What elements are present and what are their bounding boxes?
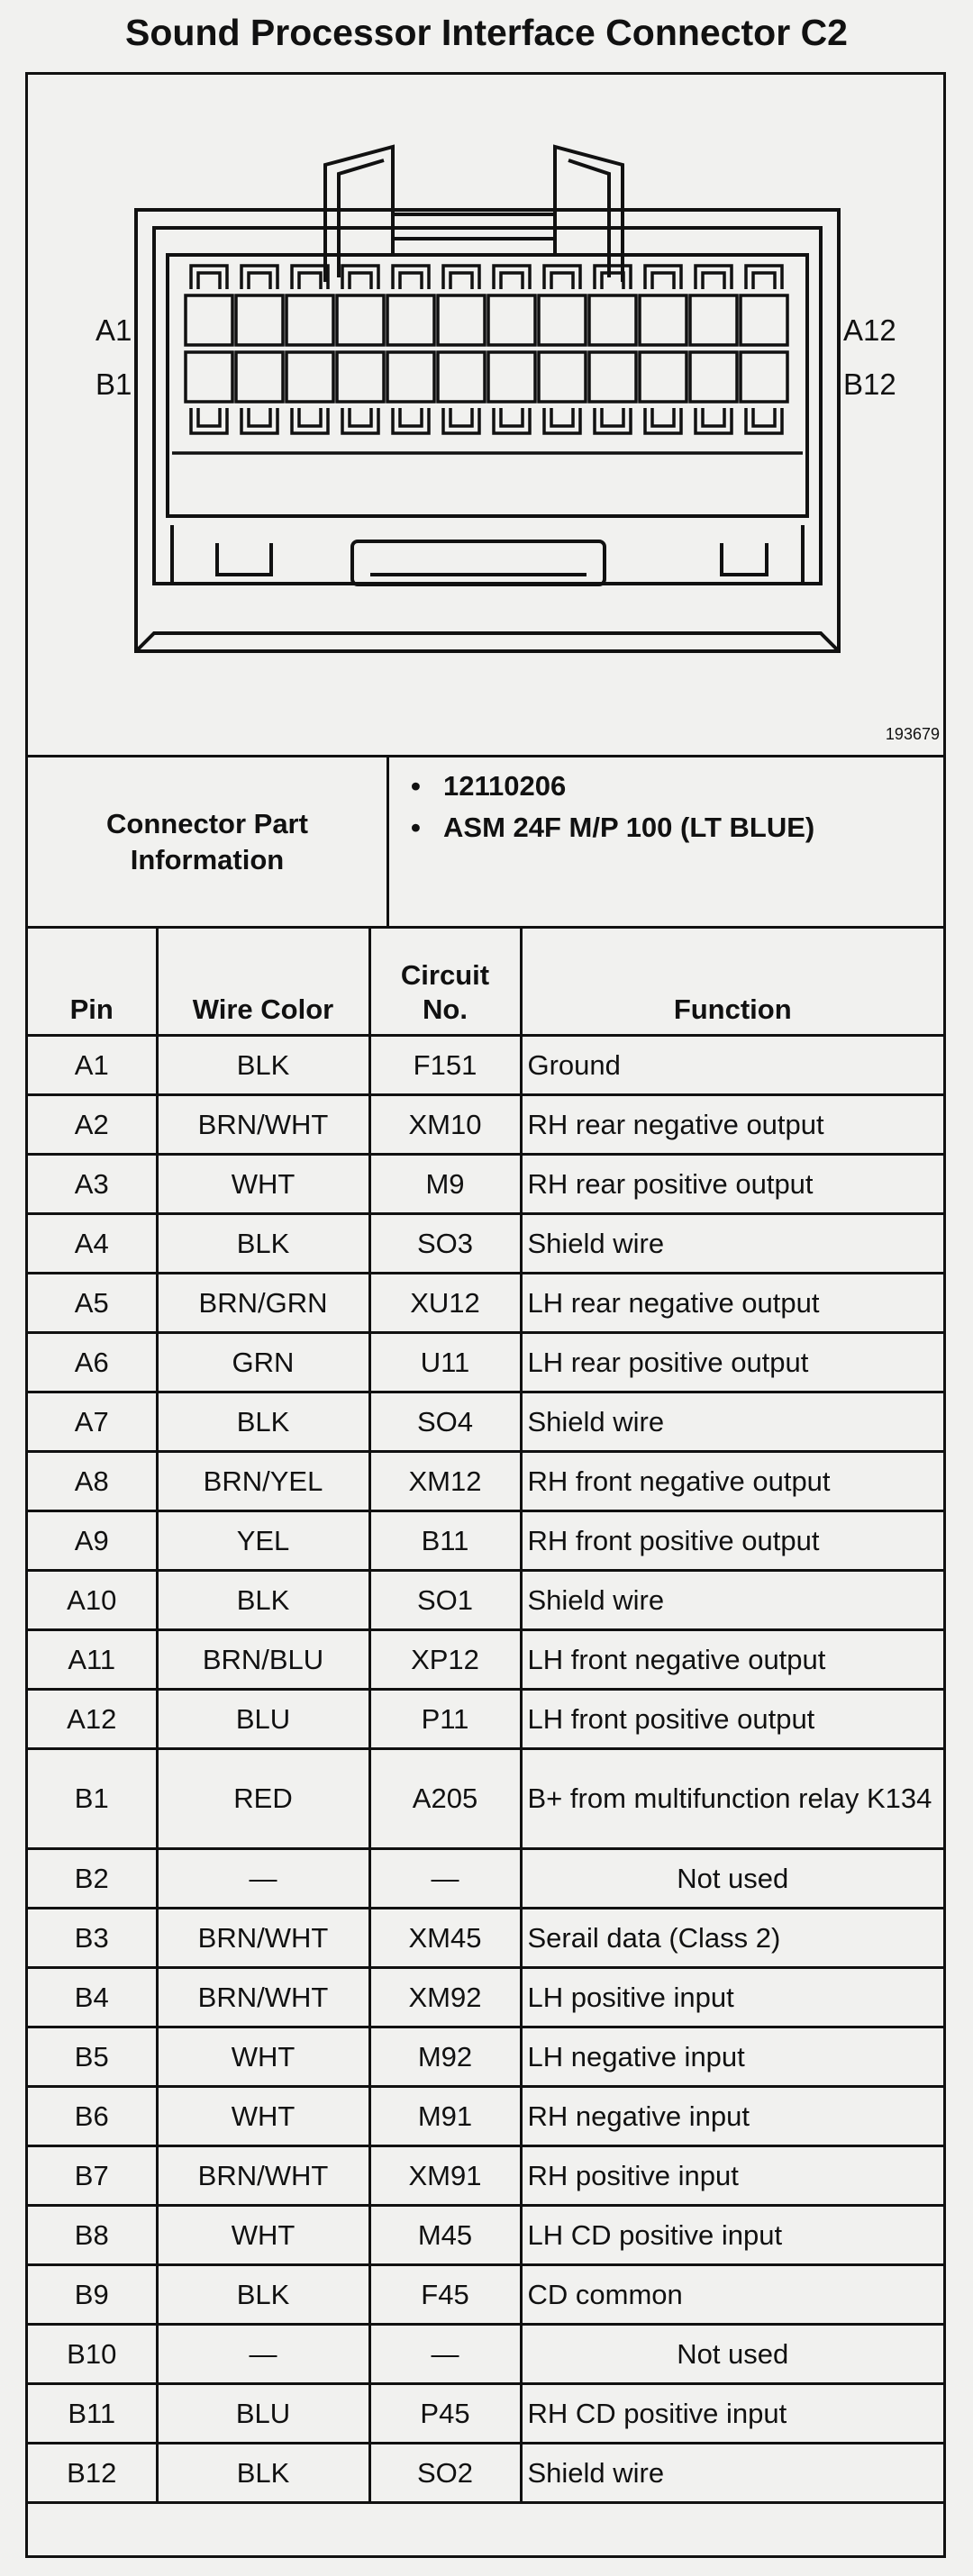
- circuit-cell: SO1: [369, 1571, 521, 1630]
- terminal-top: [342, 266, 378, 289]
- table-row: [28, 1571, 943, 1630]
- pin-cell: B12: [28, 2444, 157, 2503]
- table-row: [28, 1095, 943, 1155]
- pin-cell: A8: [28, 1452, 157, 1511]
- circuit-cell: F151: [369, 1036, 521, 1095]
- circuit-cell: B11: [369, 1511, 521, 1571]
- pin-cell: B10: [28, 2325, 157, 2384]
- connector-part-info: [28, 757, 943, 929]
- pin-cell: A7: [28, 1392, 157, 1452]
- function-cell: LH positive input: [521, 1968, 943, 2027]
- terminal-top: [393, 266, 429, 289]
- function-cell: RH rear negative output: [521, 1095, 943, 1155]
- table-row: [28, 1214, 943, 1274]
- function-cell: Not used: [521, 1849, 943, 1909]
- terminal-top: [241, 266, 277, 289]
- part-info-list: [411, 768, 933, 851]
- circuit-cell: P45: [369, 2384, 521, 2444]
- circuit-cell: SO3: [369, 1214, 521, 1274]
- pin-cell: B9: [28, 2265, 157, 2325]
- wire-color-cell: YEL: [157, 1511, 369, 1571]
- table-row: [28, 2384, 943, 2444]
- connector-sheet: [25, 72, 946, 2558]
- pin-label-b12: B12: [843, 367, 896, 401]
- pin-cell: A12: [28, 1690, 157, 1749]
- cavity-a: [741, 295, 787, 345]
- cavity-b: [640, 352, 687, 402]
- cavity-a: [286, 295, 333, 345]
- table-row: [28, 1392, 943, 1452]
- cavity-a: [589, 295, 636, 345]
- pin-cell: B6: [28, 2087, 157, 2146]
- circuit-cell: SO2: [369, 2444, 521, 2503]
- cavity-b: [438, 352, 485, 402]
- terminal-bottom: [241, 408, 277, 433]
- cavity-a: [438, 295, 485, 345]
- table-row: [28, 1155, 943, 1214]
- table-row: [28, 2444, 943, 2503]
- table-row: [28, 2146, 943, 2206]
- table-row: [28, 1452, 943, 1511]
- circuit-cell: A205: [369, 1749, 521, 1849]
- terminal-top: [191, 266, 227, 289]
- table-row: [28, 1749, 943, 1849]
- circuit-cell: XM45: [369, 1909, 521, 1968]
- table-header-row: [28, 926, 943, 1036]
- function-cell: Shield wire: [521, 1571, 943, 1630]
- wire-color-cell: WHT: [157, 2087, 369, 2146]
- terminal-bottom: [443, 408, 479, 433]
- terminal-top: [544, 266, 580, 289]
- cavity-a: [539, 295, 586, 345]
- part-number: • 12110206: [411, 768, 933, 804]
- table-row: [28, 1849, 943, 1909]
- wire-color-cell: BRN/BLU: [157, 1630, 369, 1690]
- pin-label-a12: A12: [843, 313, 896, 347]
- figure-id: 193679: [885, 725, 940, 743]
- terminal-bottom: [544, 408, 580, 433]
- terminal-bottom: [292, 408, 328, 433]
- function-cell: Ground: [521, 1036, 943, 1095]
- wire-color-cell: BRN/YEL: [157, 1452, 369, 1511]
- pin-cell: B3: [28, 1909, 157, 1968]
- terminal-bottom: [696, 408, 732, 433]
- pin-cell: A3: [28, 1155, 157, 1214]
- terminal-bottom: [191, 408, 227, 433]
- header-wire-color: Wire Color: [157, 926, 369, 1036]
- pin-label-a1: A1: [95, 313, 132, 347]
- function-cell: LH front positive output: [521, 1690, 943, 1749]
- cavity-b: [488, 352, 535, 402]
- function-cell: LH CD positive input: [521, 2206, 943, 2265]
- circuit-cell: M45: [369, 2206, 521, 2265]
- terminal-bottom: [494, 408, 530, 433]
- wire-color-cell: BLK: [157, 1214, 369, 1274]
- terminal-bottom: [342, 408, 378, 433]
- pin-cell: A2: [28, 1095, 157, 1155]
- function-cell: LH rear positive output: [521, 1333, 943, 1392]
- part-description: • ASM 24F M/P 100 (LT BLUE): [411, 810, 933, 846]
- circuit-cell: M91: [369, 2087, 521, 2146]
- header-pin: Pin: [28, 926, 157, 1036]
- pin-cell: A9: [28, 1511, 157, 1571]
- pin-cell: B11: [28, 2384, 157, 2444]
- cavity-b: [286, 352, 333, 402]
- terminal-top: [746, 266, 782, 289]
- function-cell: Shield wire: [521, 1214, 943, 1274]
- wire-color-cell: BRN/WHT: [157, 1968, 369, 2027]
- cavity-b: [741, 352, 787, 402]
- circuit-cell: XM10: [369, 1095, 521, 1155]
- table-row: [28, 1630, 943, 1690]
- cavity-a: [236, 295, 283, 345]
- table-row: [28, 1036, 943, 1095]
- wire-color-cell: BRN/WHT: [157, 2146, 369, 2206]
- function-cell: LH rear negative output: [521, 1274, 943, 1333]
- circuit-cell: XP12: [369, 1630, 521, 1690]
- table-row: [28, 2325, 943, 2384]
- wire-color-cell: BLK: [157, 1392, 369, 1452]
- cavity-b: [186, 352, 232, 402]
- circuit-cell: —: [369, 2325, 521, 2384]
- wire-color-cell: BLK: [157, 2444, 369, 2503]
- pin-cell: A10: [28, 1571, 157, 1630]
- terminal-top: [292, 266, 328, 289]
- pin-cell: A6: [28, 1333, 157, 1392]
- wire-color-cell: BLK: [157, 2265, 369, 2325]
- cavity-a: [387, 295, 434, 345]
- header-circuit-no: Circuit No.: [369, 926, 521, 1036]
- table-row: [28, 2206, 943, 2265]
- cavity-a: [640, 295, 687, 345]
- header-function: Function: [521, 926, 943, 1036]
- circuit-cell: —: [369, 1849, 521, 1909]
- table-row: [28, 2265, 943, 2325]
- wire-color-cell: —: [157, 1849, 369, 1909]
- wire-color-cell: BRN/WHT: [157, 1909, 369, 1968]
- terminal-bottom: [393, 408, 429, 433]
- function-cell: B+ from multifunction relay K134: [521, 1749, 943, 1849]
- function-cell: RH CD positive input: [521, 2384, 943, 2444]
- wire-color-cell: RED: [157, 1749, 369, 1849]
- pin-cell: A11: [28, 1630, 157, 1690]
- circuit-cell: F45: [369, 2265, 521, 2325]
- terminal-top: [595, 266, 631, 289]
- circuit-cell: M92: [369, 2027, 521, 2087]
- table-row: [28, 2087, 943, 2146]
- table-row: [28, 1968, 943, 2027]
- function-cell: Shield wire: [521, 2444, 943, 2503]
- table-row: [28, 1333, 943, 1392]
- wire-color-cell: BRN/GRN: [157, 1274, 369, 1333]
- function-cell: RH rear positive output: [521, 1155, 943, 1214]
- pin-cell: B8: [28, 2206, 157, 2265]
- terminal-top: [645, 266, 681, 289]
- function-cell: LH negative input: [521, 2027, 943, 2087]
- pin-cell: B5: [28, 2027, 157, 2087]
- function-cell: Shield wire: [521, 1392, 943, 1452]
- circuit-cell: XM91: [369, 2146, 521, 2206]
- pin-cell: B1: [28, 1749, 157, 1849]
- terminal-bottom: [645, 408, 681, 433]
- table-row: [28, 1511, 943, 1571]
- connector-diagram: [28, 75, 943, 757]
- cavity-a: [488, 295, 535, 345]
- function-cell: RH front positive output: [521, 1511, 943, 1571]
- cavity-a: [337, 295, 384, 345]
- circuit-cell: M9: [369, 1155, 521, 1214]
- wire-color-cell: WHT: [157, 2206, 369, 2265]
- pin-cell: B7: [28, 2146, 157, 2206]
- table-row: [28, 1909, 943, 1968]
- circuit-cell: P11: [369, 1690, 521, 1749]
- wire-color-cell: GRN: [157, 1333, 369, 1392]
- cavity-b: [387, 352, 434, 402]
- pin-cell: B4: [28, 1968, 157, 2027]
- table-row: [28, 2027, 943, 2087]
- function-cell: Not used: [521, 2325, 943, 2384]
- table-row: [28, 1690, 943, 1749]
- wire-color-cell: BLK: [157, 1571, 369, 1630]
- circuit-cell: U11: [369, 1333, 521, 1392]
- lock-tab: [352, 541, 605, 585]
- pin-label-b1: B1: [95, 367, 132, 401]
- function-cell: RH negative input: [521, 2087, 943, 2146]
- terminal-top: [443, 266, 479, 289]
- table-row: [28, 1274, 943, 1333]
- cavity-a: [186, 295, 232, 345]
- pin-cell: A5: [28, 1274, 157, 1333]
- circuit-cell: XM92: [369, 1968, 521, 2027]
- wire-color-cell: BLU: [157, 1690, 369, 1749]
- pin-cell: A1: [28, 1036, 157, 1095]
- circuit-cell: XM12: [369, 1452, 521, 1511]
- wire-color-cell: BLK: [157, 1036, 369, 1095]
- pinout-table: [28, 926, 943, 2504]
- part-info-label: Connector Part Information: [28, 757, 389, 926]
- terminal-bottom: [746, 408, 782, 433]
- pin-cell: B2: [28, 1849, 157, 1909]
- cavity-b: [690, 352, 737, 402]
- function-cell: RH front negative output: [521, 1452, 943, 1511]
- circuit-cell: SO4: [369, 1392, 521, 1452]
- connector-drawing: [28, 75, 943, 755]
- wire-color-cell: WHT: [157, 1155, 369, 1214]
- cavity-a: [690, 295, 737, 345]
- cavity-b: [539, 352, 586, 402]
- function-cell: LH front negative output: [521, 1630, 943, 1690]
- cavity-b: [337, 352, 384, 402]
- function-cell: RH positive input: [521, 2146, 943, 2206]
- terminal-top: [696, 266, 732, 289]
- page-title: Sound Processor Interface Connector C2: [125, 12, 848, 53]
- cavity-b: [589, 352, 636, 402]
- wire-color-cell: WHT: [157, 2027, 369, 2087]
- function-cell: Serail data (Class 2): [521, 1909, 943, 1968]
- cavity-b: [236, 352, 283, 402]
- terminal-top: [494, 266, 530, 289]
- wire-color-cell: —: [157, 2325, 369, 2384]
- terminal-bottom: [595, 408, 631, 433]
- wire-color-cell: BRN/WHT: [157, 1095, 369, 1155]
- pin-cell: A4: [28, 1214, 157, 1274]
- function-cell: CD common: [521, 2265, 943, 2325]
- circuit-cell: XU12: [369, 1274, 521, 1333]
- wire-color-cell: BLU: [157, 2384, 369, 2444]
